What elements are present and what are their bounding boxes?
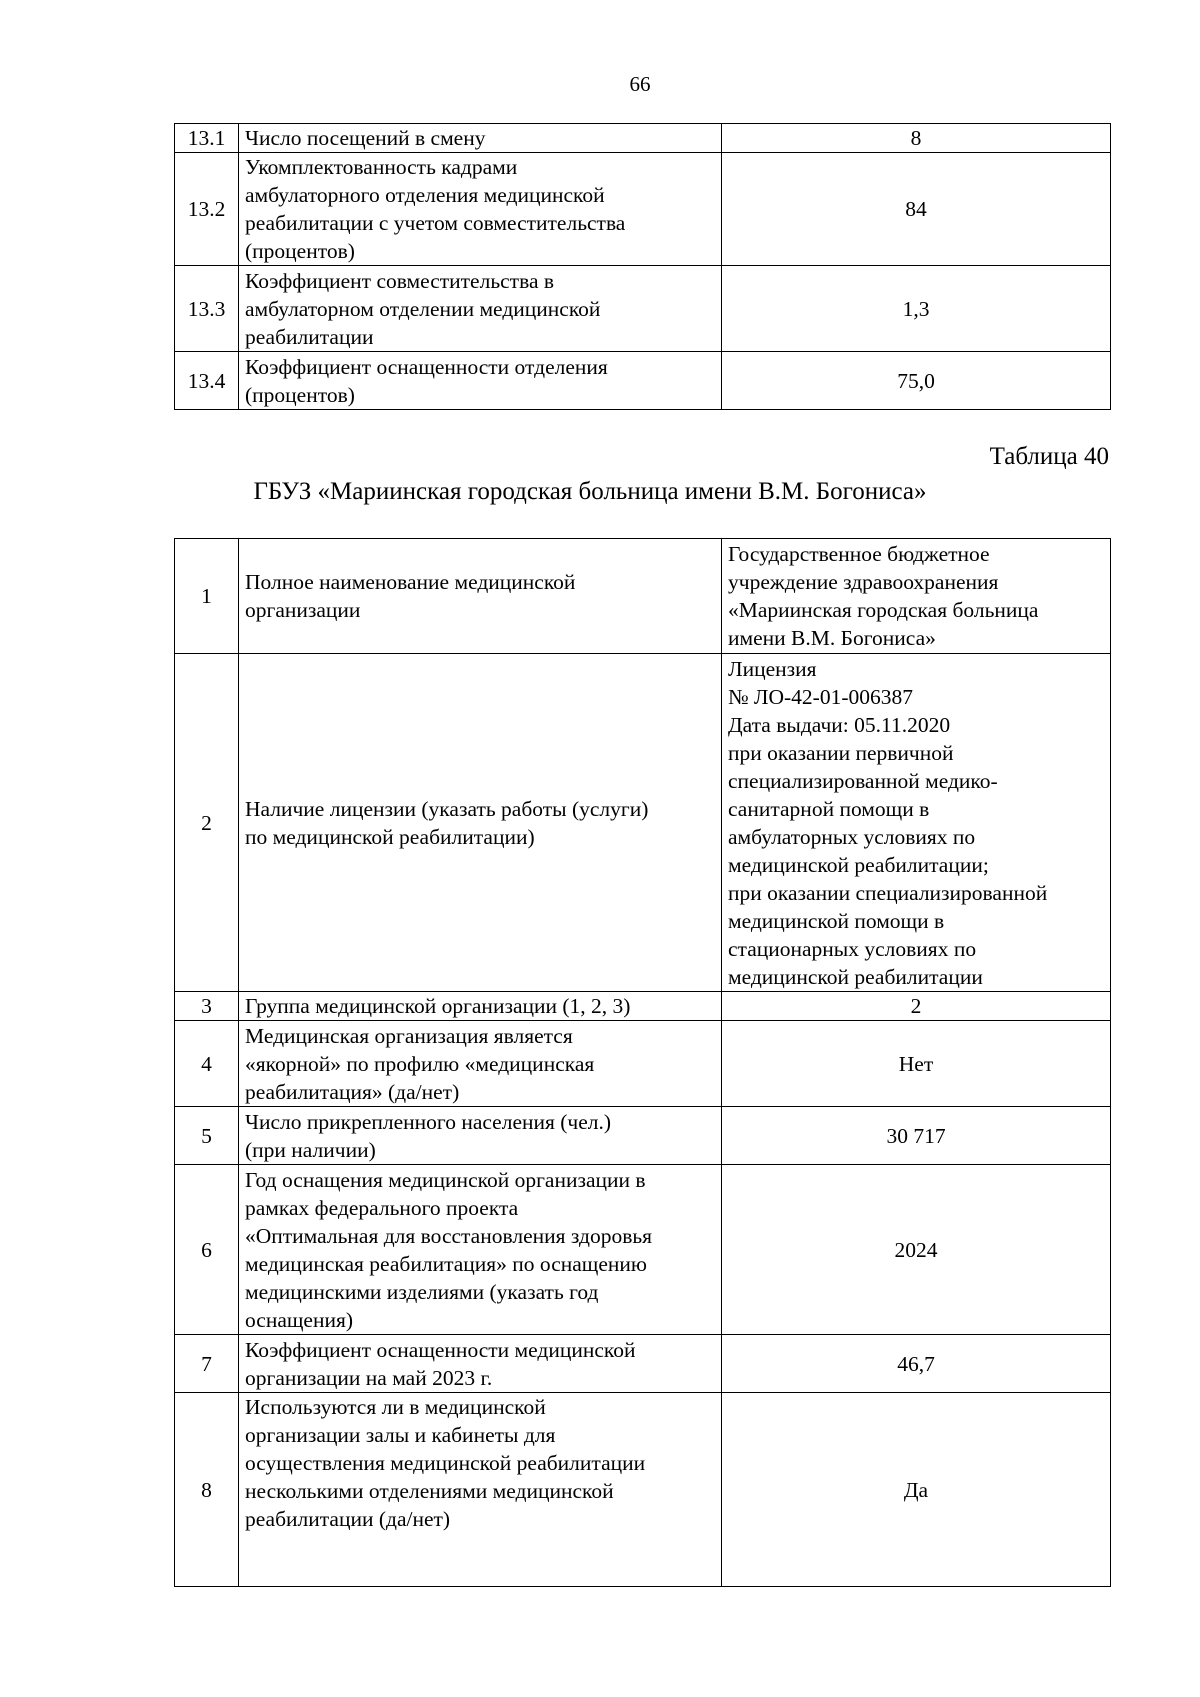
table-row: [175, 992, 1111, 1021]
table-row: [175, 1021, 1111, 1107]
row-label: Коэффициент оснащенности медицинской организации на май 2023 г.: [239, 1335, 722, 1393]
row-label: Укомплектованность кадрами амбулаторного отделения медицинской реабилитации с учетом совместительства (процентов): [239, 153, 722, 266]
row-value: 46,7: [722, 1335, 1111, 1393]
row-value: Государственное бюджетное учреждение здравоохранения «Мариинская городская больница имени В.М. Богониса»: [722, 539, 1111, 654]
row-number: 2: [175, 654, 239, 992]
row-label: Коэффициент оснащенности отделения (процентов): [239, 352, 722, 410]
row-value: 2024: [722, 1165, 1111, 1335]
table-row: [175, 1393, 1111, 1587]
row-number: 8: [175, 1393, 239, 1587]
page-number: 66: [629, 72, 651, 96]
row-label: Полное наименование медицинской организации: [239, 539, 722, 654]
row-value: Да: [722, 1393, 1111, 1587]
table-row: [175, 266, 1111, 352]
row-value: Лицензия № ЛО-42-01-006387 Дата выдачи: 05.11.2020 при оказании первичной специализированной медико- санитарной помощи в амбулаторных условиях по медицинской реабилитации; при оказании специализированной медицинской помощи в стационарных условиях по медицинской реабилитации: [722, 654, 1111, 992]
table-title: ГБУЗ «Мариинская городская больница имени В.М. Богониса»: [253, 478, 927, 505]
row-value: 2: [722, 992, 1111, 1021]
row-number: 13.2: [175, 153, 239, 266]
row-number: 4: [175, 1021, 239, 1107]
table-row: [175, 1335, 1111, 1393]
row-label: Наличие лицензии (указать работы (услуги) по медицинской реабилитации): [239, 654, 722, 992]
table-row: [175, 1165, 1111, 1335]
row-value: 30 717: [722, 1107, 1111, 1165]
row-number: 13.3: [175, 266, 239, 352]
table-row: [175, 153, 1111, 266]
row-label: Коэффициент совместительства в амбулаторном отделении медицинской реабилитации: [239, 266, 722, 352]
table-40: [174, 538, 1111, 1587]
continued-table: [174, 123, 1111, 410]
row-value: 75,0: [722, 352, 1111, 410]
row-value: 1,3: [722, 266, 1111, 352]
row-number: 13.1: [175, 124, 239, 153]
table-row: [175, 1107, 1111, 1165]
row-label: Число посещений в смену: [239, 124, 722, 153]
table-row: [175, 654, 1111, 992]
row-number: 6: [175, 1165, 239, 1335]
row-label: Группа медицинской организации (1, 2, 3): [239, 992, 722, 1021]
row-number: 1: [175, 539, 239, 654]
row-value: 8: [722, 124, 1111, 153]
row-number: 5: [175, 1107, 239, 1165]
row-label: Медицинская организация является «якорной» по профилю «медицинская реабилитация» (да/нет): [239, 1021, 722, 1107]
row-number: 7: [175, 1335, 239, 1393]
row-label: Число прикрепленного населения (чел.) (при наличии): [239, 1107, 722, 1165]
table-row: [175, 124, 1111, 153]
row-value: Нет: [722, 1021, 1111, 1107]
table-row: [175, 539, 1111, 654]
table-row: [175, 352, 1111, 410]
table-caption: Таблица 40: [989, 443, 1109, 470]
row-label: Используются ли в медицинской организации залы и кабинеты для осуществления медицинской реабилитации несколькими отделениями медицинской реабилитации (да/нет): [239, 1393, 722, 1587]
row-number: 13.4: [175, 352, 239, 410]
row-value: 84: [722, 153, 1111, 266]
row-label: Год оснащения медицинской организации в рамках федерального проекта «Оптимальная для восстановления здоровья медицинская реабилитация» по оснащению медицинскими изделиями (указать год оснащения): [239, 1165, 722, 1335]
row-number: 3: [175, 992, 239, 1021]
